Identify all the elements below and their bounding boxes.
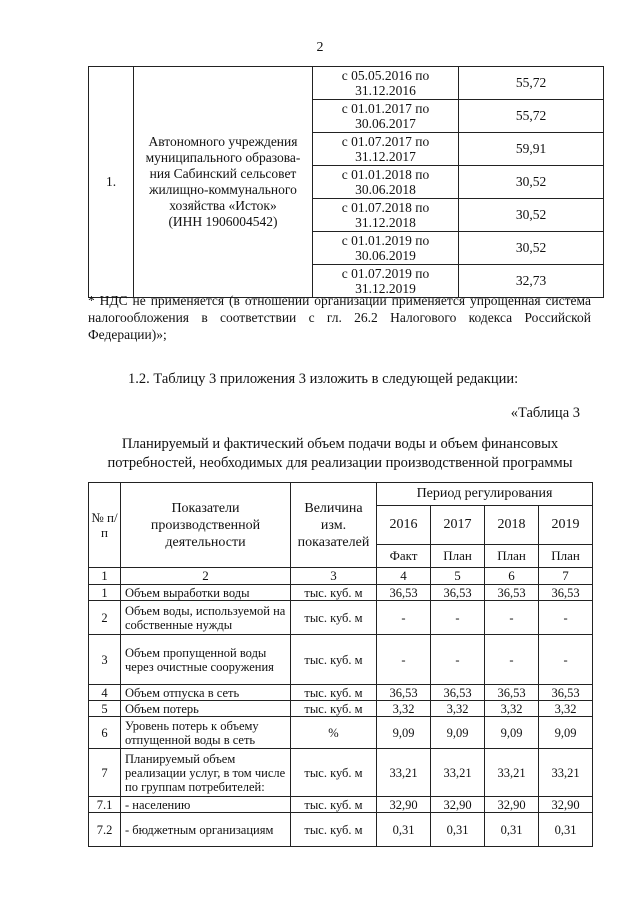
row-value: 36,53: [431, 585, 485, 601]
row-value: 32,90: [377, 797, 431, 813]
header-kind: Факт: [377, 545, 431, 568]
row-unit: тыс. куб. м: [291, 601, 377, 635]
header-kind: План: [431, 545, 485, 568]
header-kind: План: [485, 545, 539, 568]
row-value: -: [431, 601, 485, 635]
row-value: 33,21: [485, 749, 539, 797]
row-value: -: [539, 635, 593, 685]
row-value: 36,53: [485, 585, 539, 601]
row-unit: %: [291, 717, 377, 749]
header-year: 2019: [539, 506, 593, 545]
row-value: 36,53: [431, 685, 485, 701]
row-indicator: Объем воды, используемой на собственные нужды: [121, 601, 291, 635]
table-row: [89, 749, 593, 797]
tariff-period: с 01.01.2018 по 30.06.2018: [313, 166, 459, 199]
row-value: -: [539, 601, 593, 635]
row-number: 5: [89, 701, 121, 717]
row-number: 6: [89, 717, 121, 749]
row-unit: тыс. куб. м: [291, 685, 377, 701]
amendment-item: 1.2. Таблицу 3 приложения 3 изложить в следующей редакции:: [128, 371, 519, 387]
row-number: 2: [89, 601, 121, 635]
row-value: -: [485, 635, 539, 685]
header-year: 2016: [377, 506, 431, 545]
row-value: -: [377, 635, 431, 685]
row-value: 36,53: [539, 685, 593, 701]
header-year: 2018: [485, 506, 539, 545]
row-unit: тыс. куб. м: [291, 635, 377, 685]
tariff-value: 55,72: [459, 100, 604, 133]
row-indicator: Объем отпуска в сеть: [121, 685, 291, 701]
tariff-period: с 05.05.2016 по 31.12.2016: [313, 67, 459, 100]
tariff-value: 30,52: [459, 232, 604, 265]
tariff-value: 59,91: [459, 133, 604, 166]
row-number: 7.2: [89, 813, 121, 847]
row-value: 36,53: [377, 585, 431, 601]
column-number: 2: [121, 568, 291, 585]
table-row: [89, 701, 593, 717]
row-value: 32,90: [539, 797, 593, 813]
row-indicator: Объем выработки воды: [121, 585, 291, 601]
row-number: 7: [89, 749, 121, 797]
tariff-value: 30,52: [459, 199, 604, 232]
row-value: 33,21: [377, 749, 431, 797]
water-volume-table: [88, 482, 593, 847]
tariff-table: [88, 66, 604, 298]
table-label: «Таблица 3: [510, 405, 580, 421]
header-kind: План: [539, 545, 593, 568]
column-number: 6: [485, 568, 539, 585]
column-number: 4: [377, 568, 431, 585]
row-value: 0,31: [539, 813, 593, 847]
table-row: [89, 635, 593, 685]
page-number: 2: [316, 40, 324, 55]
table-row: [89, 601, 593, 635]
tariff-period: с 01.01.2019 по 30.06.2019: [313, 232, 459, 265]
column-number: 5: [431, 568, 485, 585]
tariff-value: 32,73: [459, 265, 604, 298]
row-value: 0,31: [485, 813, 539, 847]
row-value: 3,32: [539, 701, 593, 717]
row-unit: тыс. куб. м: [291, 749, 377, 797]
vat-footnote: * НДС не применяется (в отношении организации применяется упрощенная система налогообложения в соответствии с гл. 26.2 Налогового кодекса Российской Федерации)»;: [88, 293, 591, 342]
header-year: 2017: [431, 506, 485, 545]
row-indicator: - бюджетным организациям: [121, 813, 291, 847]
organization-name: Автономного учреждения муниципального образова- ния Сабинский сельсовет жилищно-коммунального хозяйства «Исток» (ИНН 1906004542): [134, 67, 313, 298]
row-unit: тыс. куб. м: [291, 701, 377, 717]
table-row: [89, 797, 593, 813]
row-value: 9,09: [485, 717, 539, 749]
row-value: 0,31: [377, 813, 431, 847]
row-value: 36,53: [485, 685, 539, 701]
row-unit: тыс. куб. м: [291, 813, 377, 847]
tariff-period: с 01.07.2017 по 31.12.2017: [313, 133, 459, 166]
row-value: 32,90: [431, 797, 485, 813]
row-value: 33,21: [539, 749, 593, 797]
header-unit: Величина изм. показателей: [291, 483, 377, 568]
row-value: 33,21: [431, 749, 485, 797]
tariff-value: 55,72: [459, 67, 604, 100]
row-number: 3: [89, 635, 121, 685]
row-value: 32,90: [485, 797, 539, 813]
row-unit: тыс. куб. м: [291, 585, 377, 601]
tariff-period: с 01.07.2019 по 31.12.2019: [313, 265, 459, 298]
table-row: [89, 685, 593, 701]
header-num: № п/п: [89, 483, 121, 568]
header-indicator: Показатели производственной деятельности: [121, 483, 291, 568]
tariff-value: 30,52: [459, 166, 604, 199]
row-value: -: [377, 601, 431, 635]
table-row: [89, 585, 593, 601]
table-heading: Планируемый и фактический объем подачи воды и объем финансовых потребностей, необходимых для реализации производственной программы: [107, 436, 573, 471]
column-number: 3: [291, 568, 377, 585]
column-number: 7: [539, 568, 593, 585]
row-number: 1: [89, 585, 121, 601]
row-indicator: Планируемый объем реализации услуг, в том числе по группам потребителей:: [121, 749, 291, 797]
row-value: 36,53: [377, 685, 431, 701]
row-indicator: Объем пропущенной воды через очистные сооружения: [121, 635, 291, 685]
row-indicator: - населению: [121, 797, 291, 813]
row-value: 3,32: [485, 701, 539, 717]
row-value: 3,32: [431, 701, 485, 717]
row-value: 9,09: [431, 717, 485, 749]
tariff-row-number: 1.: [89, 67, 134, 298]
tariff-row: [89, 67, 604, 100]
row-value: 9,09: [539, 717, 593, 749]
row-indicator: Уровень потерь к объему отпущенной воды в сеть: [121, 717, 291, 749]
column-number: 1: [89, 568, 121, 585]
row-value: 36,53: [539, 585, 593, 601]
row-value: 3,32: [377, 701, 431, 717]
header-period: Период регулирования: [377, 483, 593, 506]
row-value: 0,31: [431, 813, 485, 847]
table-row: [89, 717, 593, 749]
tariff-period: с 01.01.2017 по 30.06.2017: [313, 100, 459, 133]
table-row: [89, 813, 593, 847]
row-value: 9,09: [377, 717, 431, 749]
row-value: -: [431, 635, 485, 685]
row-unit: тыс. куб. м: [291, 797, 377, 813]
row-value: -: [485, 601, 539, 635]
row-number: 4: [89, 685, 121, 701]
row-indicator: Объем потерь: [121, 701, 291, 717]
tariff-period: с 01.07.2018 по 31.12.2018: [313, 199, 459, 232]
row-number: 7.1: [89, 797, 121, 813]
